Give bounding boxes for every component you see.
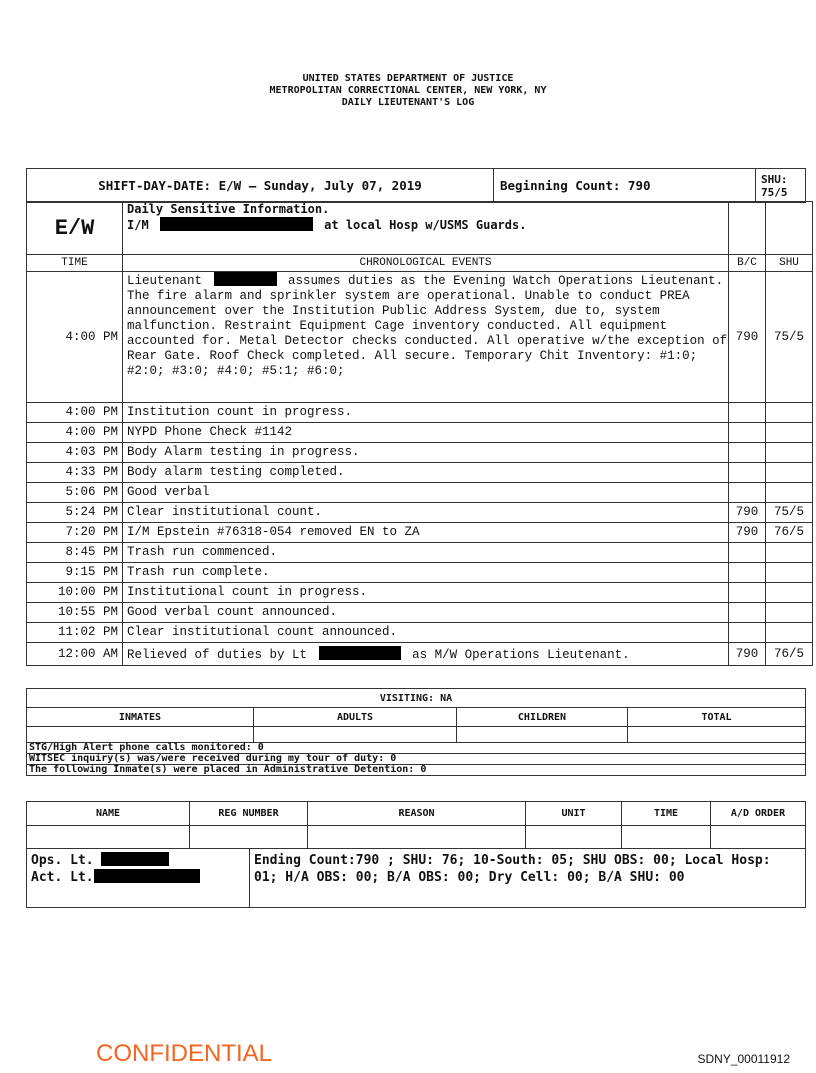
log-entry-last [27,643,813,666]
entry-time: 7:20 PM [27,523,123,543]
entry-shu [766,463,813,483]
watch-label: E/W [27,202,123,255]
entry-bc [729,623,766,643]
entry-bc: 790 [729,503,766,523]
entry-time: 10:55 PM [27,603,123,623]
entry-shu: 75/5 [766,272,813,403]
name-header: NAME [27,802,190,826]
entry-time: 5:24 PM [27,503,123,523]
entry-event: Institution count in progress. [123,403,729,423]
total-header: TOTAL [628,708,806,727]
stg-calls: STG/High Alert phone calls monitored: 0 [27,743,806,754]
entry-bc [729,563,766,583]
chronological-log [26,201,813,666]
redaction-bar [214,272,277,286]
entry-event [123,272,729,403]
ops-lt-line [31,852,245,869]
entry-text: assumes duties as the Evening Watch Operations Lieutenant. The fire alarm and sprinkler system are operational. Unable to conduct PREA announcement over the Institution Public Address System, due to, system malfunction. Restraint Equipment Cage inventory conducted. All equipment accounted for. Metal Detector checks conducted. All operative w/the exception of Rear Gate. Roof Check completed. All secure. Temporary Chit Inventory: #1:0; #2:0; #3:0; #4:0; #5:1; #6:0; [127,274,728,378]
sensitive-inmate-line [127,217,728,233]
entry-shu: 76/5 [766,643,813,666]
header-line-2: METROPOLITAN CORRECTIONAL CENTER, NEW YORK, NY [269,85,547,96]
entry-bc [729,443,766,463]
ending-count: Ending Count:790 ; SHU: 76; 10-South: 05; SHU OBS: 00; Local Hosp: 01; H/A OBS: 00; B/A OBS: 00; Dry Cell: 00; B/A SHU: 00 [250,849,806,908]
log-entry [27,463,813,483]
entry-bc [729,463,766,483]
entry-bc [729,423,766,443]
entry-time: 8:45 PM [27,543,123,563]
log-entry [27,543,813,563]
visiting-table [26,688,806,776]
entry-event: Good verbal count announced. [123,603,729,623]
children-header: CHILDREN [457,708,628,727]
sensitive-shu [766,202,813,255]
entry-prefix: Lieutenant [127,274,203,288]
ad-order-header: A/D ORDER [711,802,806,826]
ops-lt-label: Ops. Lt. [31,853,94,868]
im-prefix: I/M [127,218,149,232]
sensitive-bc [729,202,766,255]
entry-bc [729,543,766,563]
log-entry [27,443,813,463]
entry-bc [729,403,766,423]
events-column-header: CHRONOLOGICAL EVENTS [123,255,729,272]
entry-bc: 790 [729,523,766,543]
entry-time: 5:06 PM [27,483,123,503]
entry-event: Body alarm testing completed. [123,463,729,483]
shu-label: SHU: [761,172,788,186]
footer-table [26,848,806,908]
sensitive-title: Daily Sensitive Information. [127,202,330,216]
entry-event: I/M Epstein #76318-054 removed EN to ZA [123,523,729,543]
log-entry-first [27,272,813,403]
redaction-bar [101,852,169,866]
bc-column-header: B/C [729,255,766,272]
entry-shu [766,583,813,603]
entry-time: 4:33 PM [27,463,123,483]
adults-header: ADULTS [254,708,457,727]
entry-event: Clear institutional count. [123,503,729,523]
entry-bc [729,583,766,603]
entry-event: Body Alarm testing in progress. [123,443,729,463]
entry-event: Trash run commenced. [123,543,729,563]
entry-time: 11:02 PM [27,623,123,643]
log-entries [27,403,813,643]
beginning-count: Beginning Count: 790 [494,169,756,203]
signature-cell [27,849,250,908]
visiting-title: VISITING: NA [27,689,806,708]
header-line-1: UNITED STATES DEPARTMENT OF JUSTICE [302,73,514,84]
children-value [457,727,628,743]
entry-time: 12:00 AM [27,643,123,666]
entry-bc: 790 [729,272,766,403]
act-lt-line [31,869,245,886]
entry-shu: 75/5 [766,503,813,523]
entry-shu: 76/5 [766,523,813,543]
log-entry [27,503,813,523]
reason-header: REASON [308,802,526,826]
admin-detention-table [26,801,806,849]
sensitive-info-row [27,202,813,255]
log-entry [27,583,813,603]
entry-shu [766,483,813,503]
confidential-stamp: CONFIDENTIAL [96,1040,273,1067]
entry-bc [729,603,766,623]
entry-shu [766,543,813,563]
log-entry [27,523,813,543]
unit-header: UNIT [526,802,622,826]
shu-column-header: SHU [766,255,813,272]
entry-event [123,643,729,666]
adults-value [254,727,457,743]
entry-event: NYPD Phone Check #1142 [123,423,729,443]
shu-value: 75/5 [761,185,788,199]
entry-time: 10:00 PM [27,583,123,603]
im-suffix: at local Hosp w/USMS Guards. [324,218,527,232]
reg-number-header: REG NUMBER [190,802,308,826]
header-line-3: DAILY LIEUTENANT'S LOG [341,97,475,108]
log-entry [27,563,813,583]
redaction-bar [319,646,401,660]
inmates-value [27,727,254,743]
time-column-header: TIME [27,255,123,272]
act-lt-label: Act. Lt. [31,870,94,885]
entry-time: 9:15 PM [27,563,123,583]
entry-suffix: as M/W Operations Lieutenant. [412,647,630,662]
redaction-bar [160,217,313,231]
bates-number: SDNY_00011912 [697,1052,790,1066]
entry-shu [766,403,813,423]
time-header: TIME [622,802,711,826]
inmates-header: INMATES [27,708,254,727]
entry-bc [729,483,766,503]
entry-time: 4:00 PM [27,423,123,443]
log-column-headers [27,255,813,272]
entry-shu [766,603,813,623]
admin-detention: The following Inmate(s) were placed in Administrative Detention: 0 [27,765,806,776]
shift-row [26,168,806,203]
entry-shu [766,623,813,643]
log-entry [27,423,813,443]
log-entry [27,603,813,623]
shu-count-cell [756,169,806,203]
entry-time: 4:00 PM [27,272,123,403]
entry-shu [766,563,813,583]
sensitive-info [123,202,729,255]
log-entry [27,623,813,643]
log-header [0,73,816,109]
entry-event: Trash run complete. [123,563,729,583]
entry-time: 4:03 PM [27,443,123,463]
entry-event: Good verbal [123,483,729,503]
log-entry [27,483,813,503]
entry-prefix: Relieved of duties by Lt [127,647,308,662]
log-entry [27,403,813,423]
total-value [628,727,806,743]
entry-event: Institutional count in progress. [123,583,729,603]
witsec-inquiry: WITSEC inquiry(s) was/were received during my tour of duty: 0 [27,754,806,765]
entry-bc: 790 [729,643,766,666]
entry-time: 4:00 PM [27,403,123,423]
entry-shu [766,423,813,443]
shift-day-date: SHIFT-DAY-DATE: E/W – Sunday, July 07, 2019 [27,169,494,203]
redaction-bar [94,869,200,883]
entry-shu [766,443,813,463]
entry-event: Clear institutional count announced. [123,623,729,643]
